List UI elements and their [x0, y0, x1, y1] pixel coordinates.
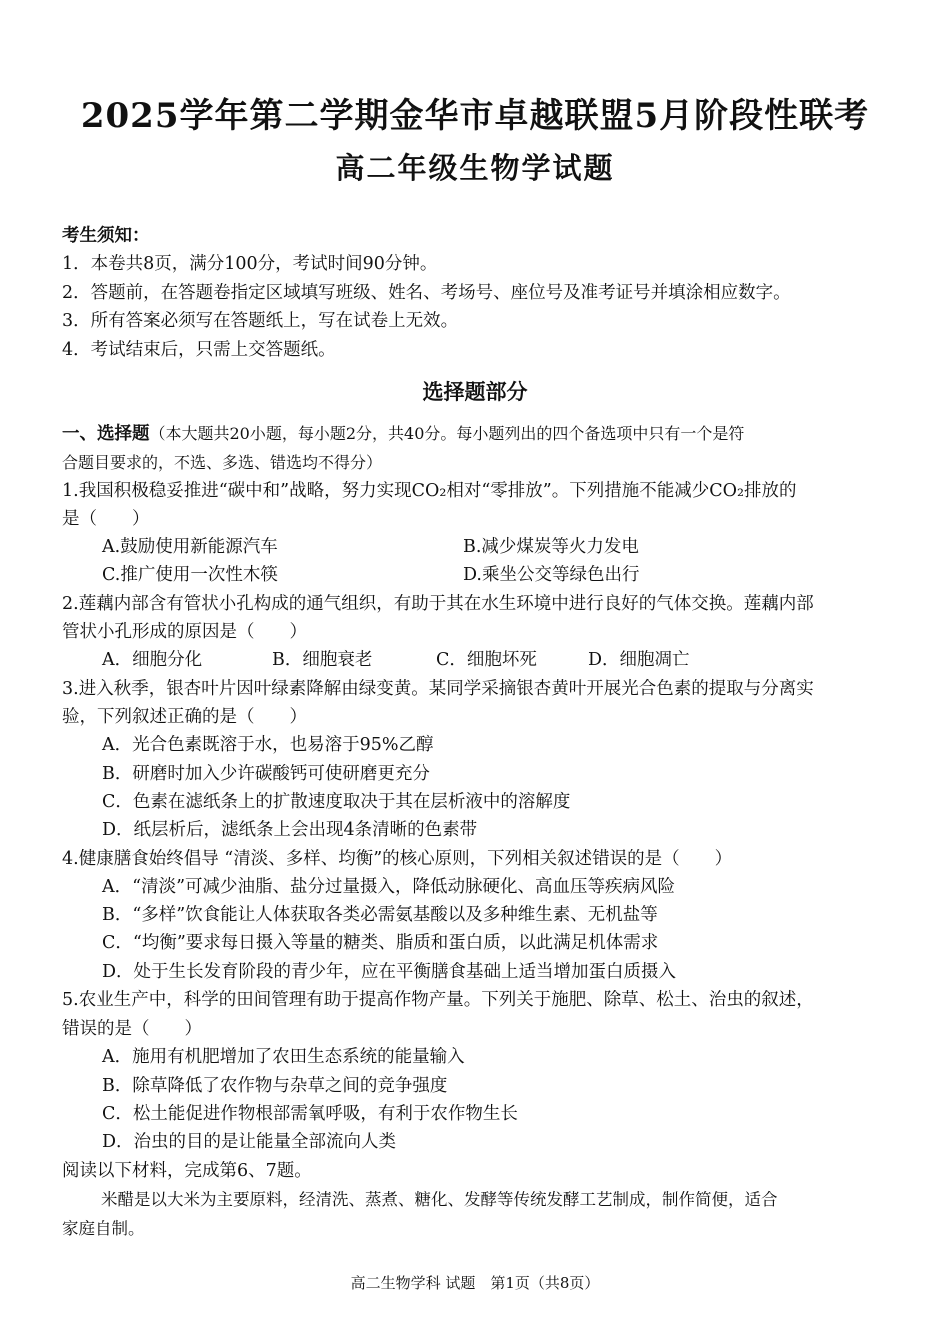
question-2-option-b: B．细胞衰老 — [272, 650, 373, 670]
notice-item: 4．考试结束后，只需上交答题纸。 — [62, 340, 336, 360]
question-4-option-a: A．“清淡”可减少油脂、盐分过量摄入，降低动脉硬化、高血压等疾病风险 — [102, 877, 676, 897]
reading-material-cont: 家庭自制。 — [62, 1219, 145, 1238]
page-footer: 高二生物学科 试题 第1页（共8页） — [350, 1274, 600, 1292]
question-1-option-c: C.推广使用一次性木筷 — [102, 565, 278, 585]
question-1-option-d: D.乘坐公交等绿色出行 — [463, 565, 640, 585]
question-3-option-d: D．纸层析后，滤纸条上会出现4条清晰的色素带 — [102, 820, 478, 840]
question-1-stem: 1.我国积极稳妥推进“碳中和”战略，努力实现CO₂相对“零排放”。下列措施不能减少CO₂排放的 — [62, 481, 797, 501]
section-title: 选择题部分 — [422, 379, 528, 404]
question-5-stem: 5.农业生产中，科学的田间管理有助于提高作物产量。下列关于施肥、除草、松土、治虫的叙述， — [62, 990, 814, 1010]
question-4-option-d: D．处于生长发育阶段的青少年，应在平衡膳食基础上适当增加蛋白质摄入 — [102, 962, 677, 982]
part-heading — [62, 422, 744, 446]
question-1-option-a: A.鼓励使用新能源汽车 — [102, 537, 278, 557]
question-4-stem: 4.健康膳食始终倡导 “清淡、多样、均衡”的核心原则，下列相关叙述错误的是（ ） — [62, 849, 733, 869]
question-5-option-a: A．施用有机肥增加了农田生态系统的能量输入 — [102, 1047, 465, 1067]
question-5-option-d: D．治虫的目的是让能量全部流向人类 — [102, 1132, 397, 1152]
question-3-option-c: C．色素在滤纸条上的扩散速度取决于其在层析液中的溶解度 — [102, 792, 571, 812]
question-2-stem: 2.莲藕内部含有管状小孔构成的通气组织，有助于其在水生环境中进行良好的气体交换。莲藕内部 — [62, 594, 814, 614]
question-3-option-a: A．光合色素既溶于水，也易溶于95%乙醇 — [102, 735, 434, 755]
reading-intro: 阅读以下材料，完成第6、7题。 — [62, 1161, 312, 1181]
question-2-option-d: D．细胞凋亡 — [588, 650, 690, 670]
question-3-stem-cont: 验，下列叙述正确的是（ ） — [62, 707, 307, 727]
exam-subtitle: 高二年级生物学试题 — [335, 151, 615, 185]
notice-item: 3．所有答案必须写在答题纸上，写在试卷上无效。 — [62, 311, 459, 331]
question-1-option-b: B.减少煤炭等火力发电 — [463, 537, 639, 557]
question-2-stem-cont: 管状小孔形成的原因是（ ） — [62, 622, 307, 642]
question-2-option-a: A．细胞分化 — [102, 650, 203, 670]
notice-item: 2．答题前，在答题卷指定区域填写班级、姓名、考场号、座位号及准考证号并填涂相应数字。 — [62, 283, 791, 303]
question-5-option-b: B．除草降低了农作物与杂草之间的竞争强度 — [102, 1076, 448, 1096]
question-5-option-c: C．松土能促进作物根部需氧呼吸，有利于农作物生长 — [102, 1104, 518, 1124]
question-5-stem-cont: 错误的是（ ） — [62, 1019, 202, 1039]
exam-title: 2025学年第二学期金华市卓越联盟5月阶段性联考 — [80, 96, 870, 136]
notice-heading: 考生须知： — [62, 226, 150, 246]
question-4-option-b: B．“多样”饮食能让人体获取各类必需氨基酸以及多种维生素、无机盐等 — [102, 905, 658, 925]
question-4-option-c: C．“均衡”要求每日摄入等量的糖类、脂质和蛋白质，以此满足机体需求 — [102, 933, 659, 953]
part-description: （本大题共20小题，每小题2分，共40分。每小题列出的四个备选项中只有一个是符 — [149, 424, 745, 443]
reading-material: 米醋是以大米为主要原料，经清洗、蒸煮、糖化、发酵等传统发酵工艺制成，制作简便，适合 — [101, 1190, 778, 1209]
part-label: 一、选择题 — [62, 424, 150, 444]
question-3-option-b: B．研磨时加入少许碳酸钙可使研磨更充分 — [102, 764, 430, 784]
part-description-cont: 合题目要求的，不选、多选、错选均不得分） — [62, 453, 383, 472]
question-3-stem: 3.进入秋季，银杏叶片因叶绿素降解由绿变黄。某同学采摘银杏黄叶开展光合色素的提取与分离实 — [62, 679, 814, 699]
question-2-option-c: C．细胞坏死 — [436, 650, 537, 670]
notice-item: 1．本卷共8页，满分100分，考试时间90分钟。 — [62, 254, 438, 274]
question-1-stem-cont: 是（ ） — [62, 509, 150, 529]
